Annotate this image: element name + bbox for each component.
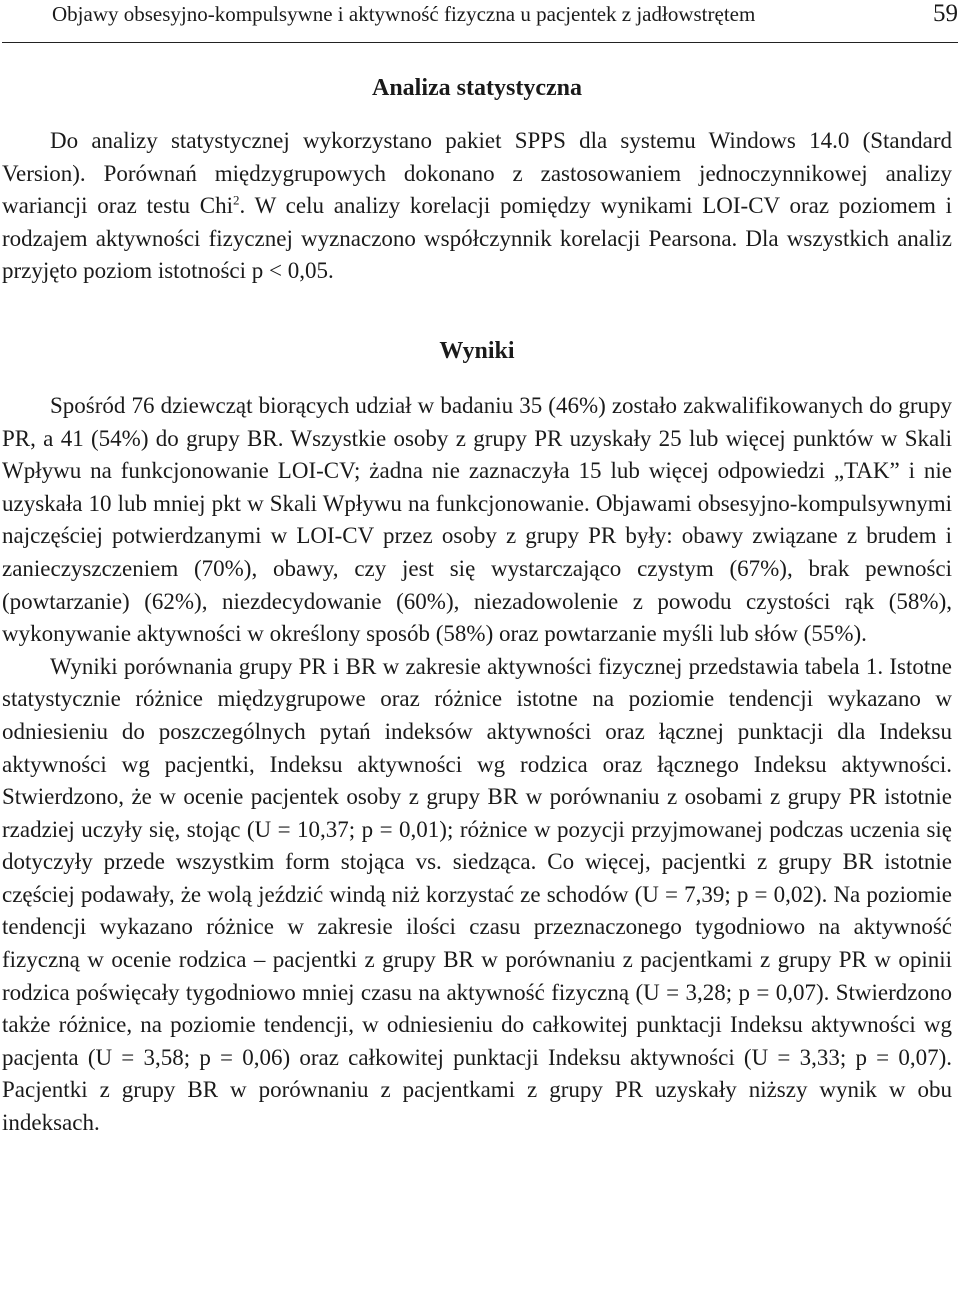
paragraph-text-part-2: . W celu analizy korelacji pomiędzy wynikami LOI-CV oraz poziomem i rodzajem aktywności fizycznej wyznaczono współczynnik korelacji Pearsona. Dla wszystkich analiz przyjęto poziom istotności p < 0,05. [2, 193, 952, 284]
section-heading-statistical-analysis: Analiza statystyczna [372, 75, 582, 101]
chi-square-superscript: 2 [233, 192, 240, 208]
paragraph-results-2: Wyniki porównania grupy PR i BR w zakresie aktywności fizycznej przedstawia tabela 1. Istotne statystycznie różnice międzygrupowe oraz różnice istotne na poziomie tendencji wykazano w odniesieniu do poszczególnych pytań indeksów aktywności oraz łącznej punktacji dla Indeksu aktywności wg pacjentki, Indeksu aktywności wg rodzica oraz łącznego Indeksu aktywności. Stwierdzono, że w ocenie pacjentek osoby z grupy BR w porównaniu z osobami z grupy PR istotnie rzadziej uczyły się, stojąc (U = 10,37; p = 0,01); różnice w pozycji przyjmowanej podczas uczenia się dotyczyły przede wszystkim form stojąca vs. siedząca. Co więcej, pacjentki z grupy BR istotnie częściej podawały, że wolą jeździć windą niż korzystać ze schodów (U = 7,39; p = 0,02). Na poziomie tendencji wykazano różnice w zakresie ilości czasu przeznaczonego tygodniowo na aktywność fizyczną w ocenie rodzica – pacjentki z grupy BR w porównaniu z pacjentkami z grupy PR w opinii rodzica poświęcały tygodniowo mniej czasu na aktywność fizyczną (U = 3,28; p = 0,07). Stwierdzono także różnice, na poziomie tendencji, w odniesieniu do całkowitej punktacji Indeksu aktywności wg pacjenta (U = 3,58; p = 0,06) oraz całkowitej punktacji Indeksu aktywności (U = 3,33; p = 0,07). Pacjentki z grupy BR w porównaniu z pacjentkami z grupy PR uzyskały niższy wynik w obu indeksach. [2, 653, 952, 1136]
paragraph-text-part-1: Do analizy statystycznej wykorzystano pakiet SPPS dla systemu Windows 14.0 (Standard Version). Porównań międzygrupowych dokonano z zastosowaniem jednoczynnikowej analizy wariancji oraz testu Chi [2, 128, 952, 219]
paragraph-results-1: Spośród 76 dziewcząt biorących udział w badaniu 35 (46%) zostało zakwalifikowanych do grupy PR, a 41 (54%) do grupy BR. Wszystkie osoby z grupy PR uzyskały 25 lub więcej punktów w Skali Wpływu na funkcjonowanie LOI-CV; żadna nie zaznaczyła 15 lub więcej odpowiedzi „TAK” i nie uzyskała 10 lub mniej pkt w Skali Wpływu na funkcjonowanie. Objawami obsesyjno-kompulsywnymi najczęściej potwierdzanymi w LOI-CV przez osoby z grupy PR były: obawy związane z brudem i zanieczyszczeniem (70%), obawy, czy jest się wystarczająco czystym (67%), brak pewności (powtarzanie) (62%), niezdecydowanie (60%), niezadowolenie z powodu czystości rąk (58%), wykonywanie aktywności w określony sposób (58%) oraz powtarzanie myśli lub słów (55%). [2, 392, 952, 647]
paragraph-statistical-analysis [2, 125, 952, 288]
section-heading-results: Wyniki [439, 337, 515, 364]
running-head-title: Objawy obsesyjno-kompulsywne i aktywność fizyczna u pacjentek z jadłowstrętem [52, 2, 756, 26]
running-head [2, 0, 958, 43]
page-number: 59 [933, 0, 958, 27]
